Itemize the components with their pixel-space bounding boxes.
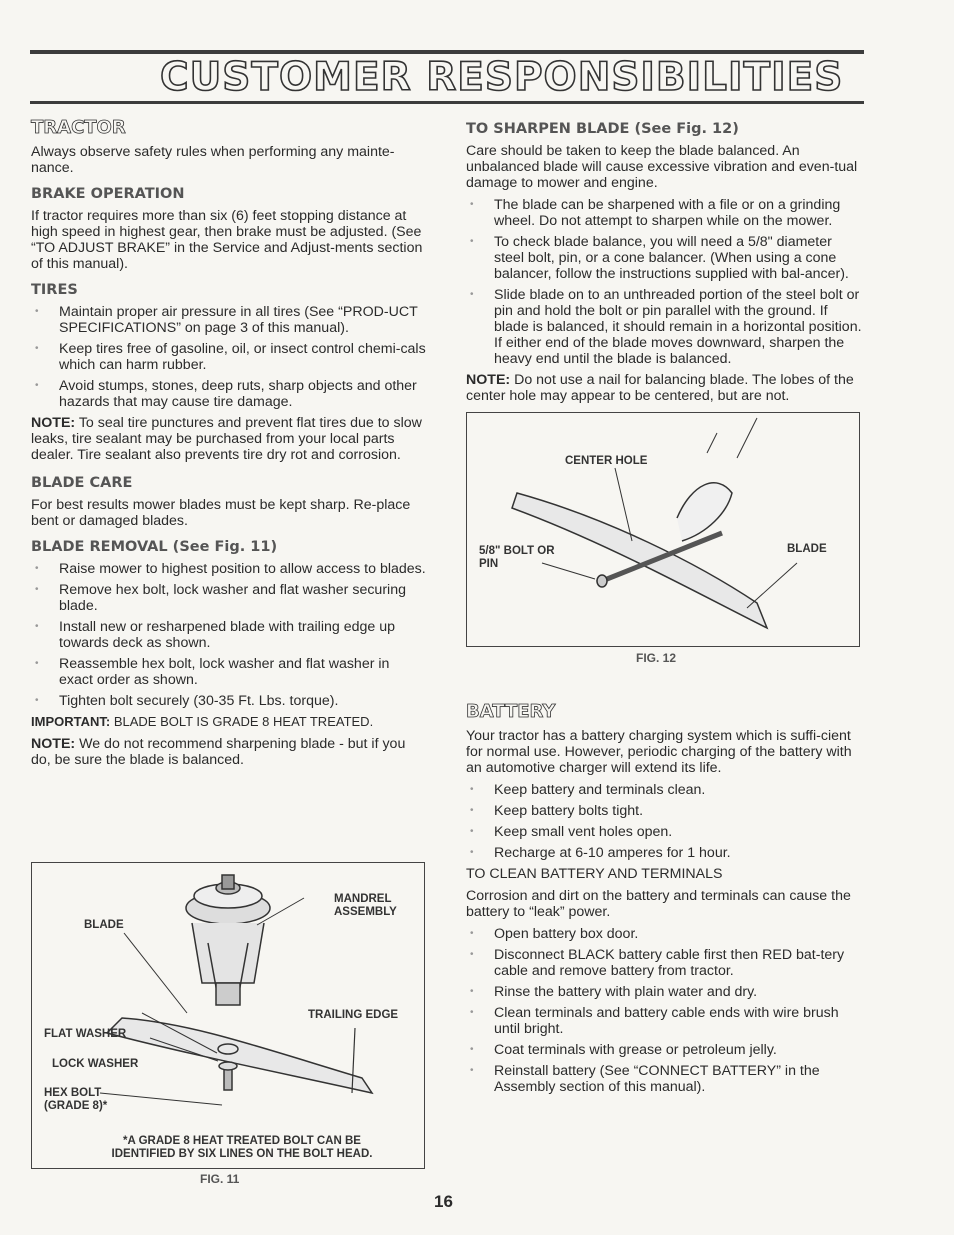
trailing-edge-label: TRAILING EDGE	[308, 1009, 399, 1021]
note-label: NOTE:	[31, 736, 76, 752]
list-item: • Rinse the battery with plain water and dry.	[466, 984, 864, 1000]
list-item: • Avoid stumps, stones, deep ruts, sharp objects and other hazards that may cause tire damage.	[31, 378, 426, 410]
title-rule	[30, 101, 864, 104]
lock-washer-label: LOCK WASHER	[52, 1058, 139, 1070]
note-text: To seal tire punctures and prevent flat tires due to slow leaks, tire sealant may be purchased from your local parts dealer. Tire sealant also prevents tire dry rot and corrosion.	[31, 415, 422, 463]
tires-heading: TIRES	[31, 282, 78, 298]
note-text: Do not use a nail for balancing blade. The lobes of the center hole may appear to be centered, but are not.	[466, 372, 854, 404]
list-item: • Remove hex bolt, lock washer and flat washer securing blade.	[31, 582, 426, 614]
mandrel-label: MANDREL ASSEMBLY	[334, 893, 397, 918]
tractor-intro: Always observe safety rules when performing any mainte-nance.	[31, 144, 395, 176]
blade-removal-heading: BLADE REMOVAL (See Fig. 11)	[31, 539, 278, 555]
bolt-label: 5/8" BOLT OR PIN	[479, 545, 555, 570]
list-item: • Recharge at 6-10 amperes for 1 hour.	[466, 845, 864, 861]
list-item: • Slide blade on to an unthreaded portion of the steel bolt or pin and hold the bolt or pin parallel with the ground. If blade is balanced, it should remain in a horizontal position. If either end of the blade moves downward, sharpen the heavy end until the blade is balanced.	[466, 287, 864, 367]
figure-12	[466, 412, 860, 647]
list-item: • Keep small vent holes open.	[466, 824, 864, 840]
battery-intro: Your tractor has a battery charging system which is suffi-cient for normal use. However, periodic charging of the battery with an automotive charger will extend its life.	[466, 728, 852, 776]
tractor-heading: TRACTOR	[31, 117, 126, 138]
sharpen-heading: TO SHARPEN BLADE (See Fig. 12)	[466, 121, 739, 137]
important-label: IMPORTANT:	[31, 714, 111, 729]
blade-care-text: For best results mower blades must be kept sharp. Re-place bent or damaged blades.	[31, 497, 411, 529]
sharpen-list	[466, 197, 864, 367]
note-label: NOTE:	[466, 372, 511, 388]
list-item: • Raise mower to highest position to allow access to blades.	[31, 561, 426, 577]
clean-intro: Corrosion and dirt on the battery and terminals can cause the battery to “leak” power.	[466, 888, 851, 920]
battery-section	[466, 702, 864, 1100]
center-hole-label: CENTER HOLE	[565, 455, 648, 467]
blade-note	[31, 736, 426, 768]
top-rule	[30, 50, 864, 54]
list-item: • Coat terminals with grease or petroleum jelly.	[466, 1042, 864, 1058]
list-item: • Disconnect BLACK battery cable first then RED bat-tery cable and remove battery from tractor.	[466, 947, 864, 979]
list-item: • Maintain proper air pressure in all tires (See “PROD-UCT SPECIFICATIONS” on page 3 of this manual).	[31, 304, 426, 336]
battery-list	[466, 782, 864, 861]
list-item: • Keep battery bolts tight.	[466, 803, 864, 819]
list-item: • Keep battery and terminals clean.	[466, 782, 864, 798]
note-label: NOTE:	[31, 415, 76, 431]
blade-removal-list	[31, 561, 426, 709]
list-item: • Open battery box door.	[466, 926, 864, 942]
blade-care-heading: BLADE CARE	[31, 475, 133, 491]
sharpen-note	[466, 372, 864, 404]
tires-list	[31, 304, 426, 410]
blade-balance-illustration	[467, 413, 859, 646]
brake-text: If tractor requires more than six (6) feet stopping distance at high speed in highest gear, then brake must be adjusted. (See “TO ADJUST BRAKE” in the Service and Adjust-ments section of this manual).	[31, 208, 423, 272]
page-number: 16	[434, 1192, 453, 1211]
list-item: • Reassemble hex bolt, lock washer and flat washer in exact order as shown.	[31, 656, 426, 688]
flat-washer-label: FLAT WASHER	[44, 1028, 127, 1040]
list-item: • Clean terminals and battery cable ends with wire brush until bright.	[466, 1005, 864, 1037]
important-text: BLADE BOLT IS GRADE 8 HEAT TREATED.	[113, 714, 374, 729]
blade-label: BLADE	[84, 919, 124, 931]
list-item: • Reinstall battery (See “CONNECT BATTERY” in the Assembly section of this manual).	[466, 1063, 864, 1095]
figure-11	[31, 862, 425, 1169]
clean-list	[466, 926, 864, 1095]
right-column	[466, 121, 864, 410]
battery-heading: BATTERY	[466, 701, 556, 722]
list-item: • To check blade balance, you will need a 5/8" diameter steel bolt, pin, or a cone balancer. (When using a cone balancer, follow the instructions supplied with bal-ancer).	[466, 234, 864, 282]
sharpen-intro: Care should be taken to keep the blade balanced. An unbalanced blade will cause excessive vibration and even-tual damage to mower and engine.	[466, 143, 858, 191]
fig12-caption: FIG. 12	[636, 651, 677, 665]
left-column	[31, 118, 426, 774]
list-item: • Keep tires free of gasoline, oil, or insect control chemi-cals which can harm rubber.	[31, 341, 426, 373]
blade-label: BLADE	[787, 543, 827, 555]
page-title: CUSTOMER RESPONSIBILITIES	[160, 55, 844, 100]
important-note	[31, 714, 426, 730]
tires-note	[31, 415, 426, 463]
list-item: • Tighten bolt securely (30-35 Ft. Lbs. torque).	[31, 693, 426, 709]
hex-bolt-label: HEX BOLT (GRADE 8)*	[44, 1087, 108, 1112]
fig11-footnote: *A GRADE 8 HEAT TREATED BOLT CAN BE IDENTIFIED BY SIX LINES ON THE BOLT HEAD.	[111, 1135, 373, 1160]
list-item: • The blade can be sharpened with a file or on a grinding wheel. Do not attempt to sharpen while on the mower.	[466, 197, 864, 229]
fig11-caption: FIG. 11	[200, 1172, 240, 1186]
list-item: • Install new or resharpened blade with trailing edge up towards deck as shown.	[31, 619, 426, 651]
clean-subheading: TO CLEAN BATTERY AND TERMINALS	[466, 866, 723, 882]
brake-heading: BRAKE OPERATION	[31, 186, 185, 202]
note-text: We do not recommend sharpening blade - but if you do, be sure the blade is balanced.	[31, 736, 406, 768]
